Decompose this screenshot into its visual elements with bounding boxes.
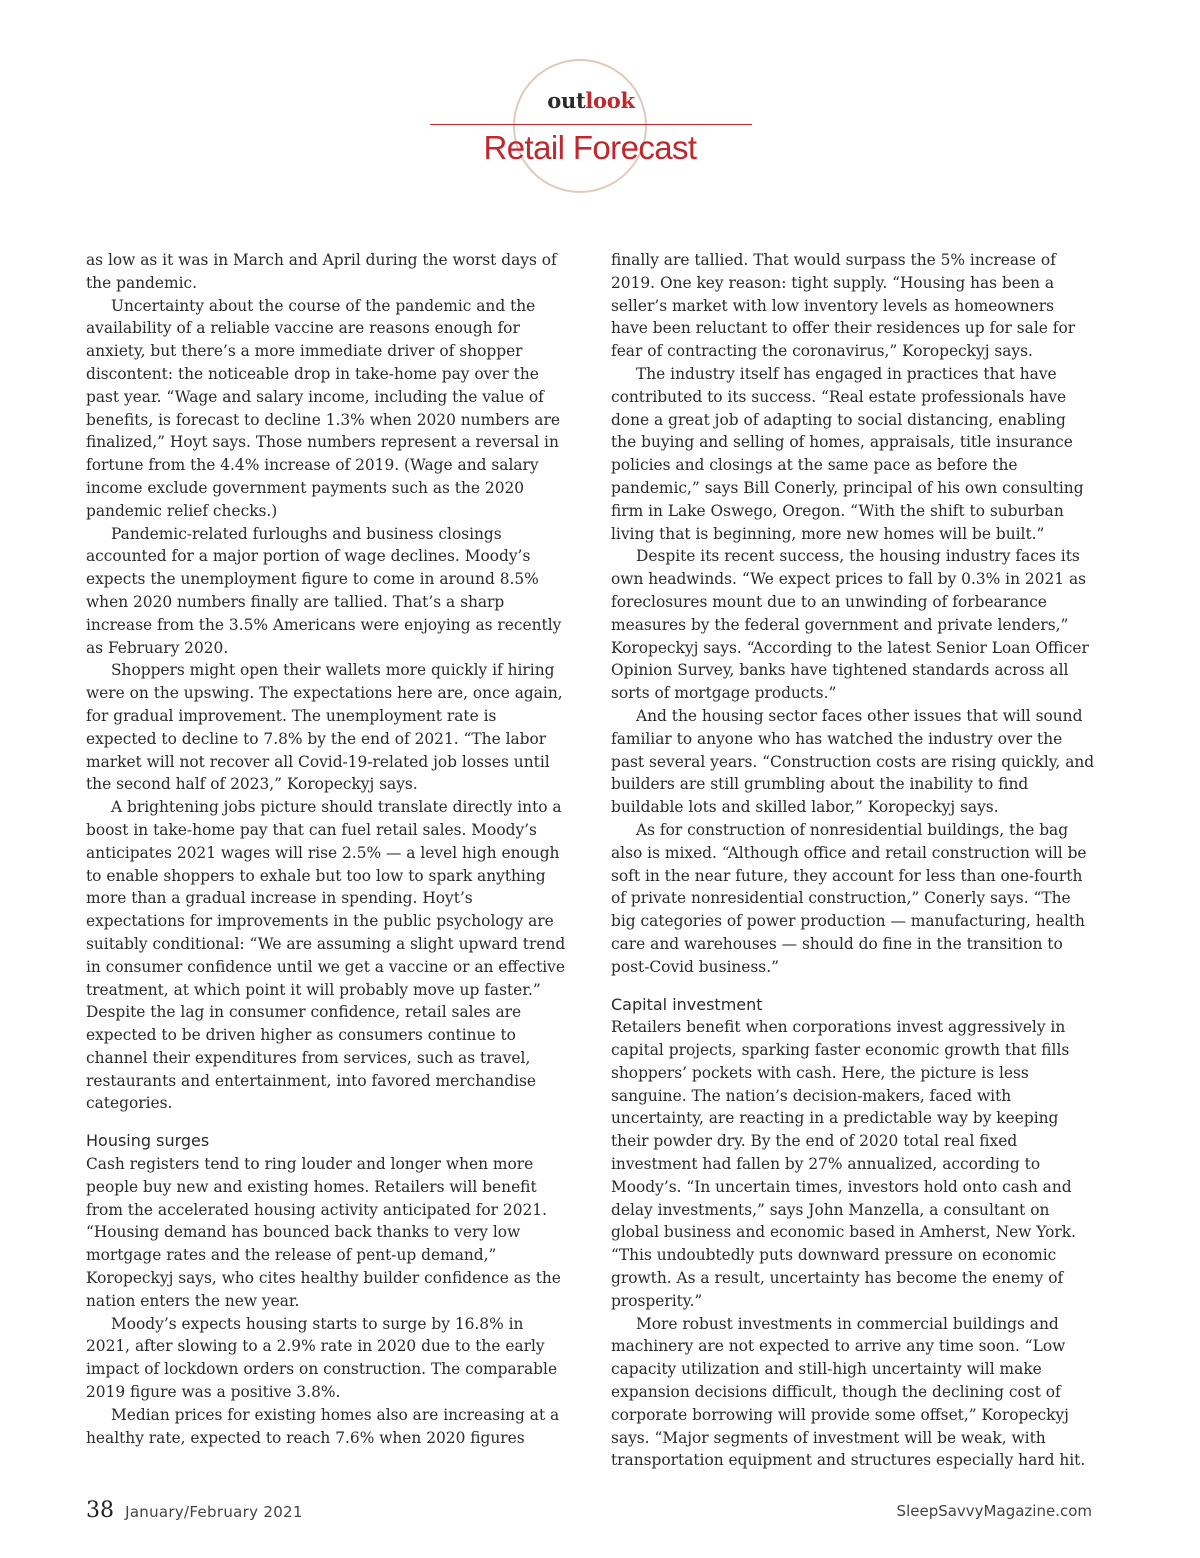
paragraph: More robust investments in commercial buildings and machinery are not expected to arrive any time soon. “Low capacity utilization and still-high uncertainty will make expansion decisions difficult, though the declining cost of corporate borrowing will provide some offset,” Koropeckyj says. “Major segments of investment will be weak, with transportation equipment and structures especially hard hit. [611,1314,1086,1470]
paragraph: Despite its recent success, the housing industry faces its own headwinds. “We expect prices to fall by 0.3% in 2021 as foreclosures mount due to an unwinding of forbearance measures by the federal government and private lenders,” Koropeckyj says. “According to the latest Senior Loan Officer Opinion Survey, banks have tightened standards across all sorts of mortgage products.” [611,547,1089,703]
section-kicker [430,88,752,113]
paragraph: Pandemic-related furloughs and business closings accounted for a major portion of wage declines. Moody’s expects the unemployment figure to come in around 8.5% when 2020 numbers finally are tallied. That’s a sharp increase from the 3.5% Americans were enjoying as recently as February 2020. [86,524,562,657]
paragraph: As for construction of nonresidential buildings, the bag also is mixed. “Although office and retail construction will be soft in the near future, they account for less than one-fourth of private nonresidential construction,” Conerly says. “The big categories of power production — manufacturing, health care and warehouses — should do fine in the transition to post-Covid business.” [611,820,1087,976]
paragraph: Retailers benefit when corporations invest aggressively in capital projects, sparking faster economic growth that fills shoppers’ pockets with cash. Here, the picture is less sanguine. The nation’s decision-makers, faced with uncertainty, are reacting in a predictable way by keeping their powder dry. By the end of 2020 total real fixed investment had fallen by 27% annualized, according to Moody’s. “In uncertain times, investors hold onto cash and delay investments,” says John Manzella, a consultant on global business and economic based in Amherst, New York. “This undoubtedly puts downward pressure on economic growth. As a result, uncertainty has become the enemy of prosperity.” [611,1018,1076,1310]
section-title: Retail Forecast [483,129,697,166]
subheading-housing-surges: Housing surges [86,1131,210,1151]
paragraph: Cash registers tend to ring louder and longer when more people buy new and existing homes. Retailers will benefit from the accelerated housing activity anticipated for 2021. “Housing demand has bounced back thanks to very low mortgage rates and the release of pent-up demand,” Koropeckyj says, who cites healthy builder confidence as the nation enters the new year. [86,1155,561,1310]
kicker-out: out [547,88,586,113]
right-column [611,249,1095,1472]
paragraph: The industry itself has engaged in practices that have contributed to its success. “Real estate professionals have done a great job of adapting to social distancing, enabling the buying and selling of homes, appraisals, title insurance policies and closings at the same pace as before the pandemic,” says Bill Conerly, principal of his own consulting firm in Lake Oswego, Oregon. “With the shift to suburban living that is beginning, more new homes will be built.” [611,364,1084,543]
paragraph: And the housing sector faces other issues that will sound familiar to anyone who has watched the industry over the past several years. “Construction costs are rising quickly, and builders are still grumbling about the inability to find buildable lots and skilled labor,” Koropeckyj says. [611,706,1095,817]
paragraph: as low as it was in March and April during the worst days of the pandemic. [86,251,557,292]
section-header [0,0,1200,200]
paragraph: A brightening jobs picture should translate directly into a boost in take-home pay that can fuel retail sales. Moody’s anticipates 2021 wages will rise 2.5% — a level high enough to enable shoppers to exhale but too low to spark anything more than a gradual increase in spending. Hoyt’s expectations for improvements in the public psychology are suitably conditional: “We are assuming a slight upward trend in consumer confidence until we get a vaccine or an effective treatment, at which point it will probably move up faster.” Despite the lag in consumer confidence, retail sales are expected to be driven higher as consumers continue to channel their expenditures from services, such as travel, restaurants and entertainment, into favored merchandise categories. [86,798,566,1113]
paragraph: Median prices for existing homes also are increasing at a healthy rate, expected to reach 7.6% when 2020 figures [86,1405,560,1447]
kicker-look: look [585,88,635,113]
left-column [86,249,566,1449]
paragraph: Moody’s expects housing starts to surge by 16.8% in 2021, after slowing to a 2.9% rate in 2020 due to the early impact of lockdown orders on construction. The comparable 2019 figure was a positive 3.8%. [86,1314,558,1402]
issue-date: January/February 2021 [125,1503,303,1521]
page-number: 38 [86,1498,114,1523]
paragraph: Shoppers might open their wallets more quickly if hiring were on the upswing. The expectations here are, once again, for gradual improvement. The unemployment rate is expected to decline to 7.8% by the end of 2021. “The labor market will not recover all Covid-19-related job losses until the second half of 2023,” Koropeckyj says. [86,661,563,794]
paragraph: finally are tallied. That would surpass the 5% increase of 2019. One key reason: tight supply. “Housing has been a seller’s market with low inventory levels as homeowners have been reluctant to offer their residences up for sale for fear of contracting the coronavirus,” Koropeckyj says. [611,251,1076,361]
subheading-capital-investment: Capital investment [611,994,763,1014]
paragraph: Uncertainty about the course of the pandemic and the availability of a reliable vaccine are reasons enough for anxiety, but there’s a more immediate driver of shopper discontent: the noticeable drop in take-home pay over the past year. “Wage and salary income, including the value of benefits, is forecast to decline 1.3% when 2020 numbers are finalized,” Hoyt says. Those numbers represent a reversal in fortune from the 4.4% increase of 2019. (Wage and salary income exclude government payments such as the 2020 pandemic relief checks.) [86,296,560,520]
header-divider [430,124,752,125]
site-url: SleepSavvyMagazine.com [896,1502,1092,1520]
header-circle-ornament [513,59,647,193]
page-footer-left [86,1498,303,1523]
